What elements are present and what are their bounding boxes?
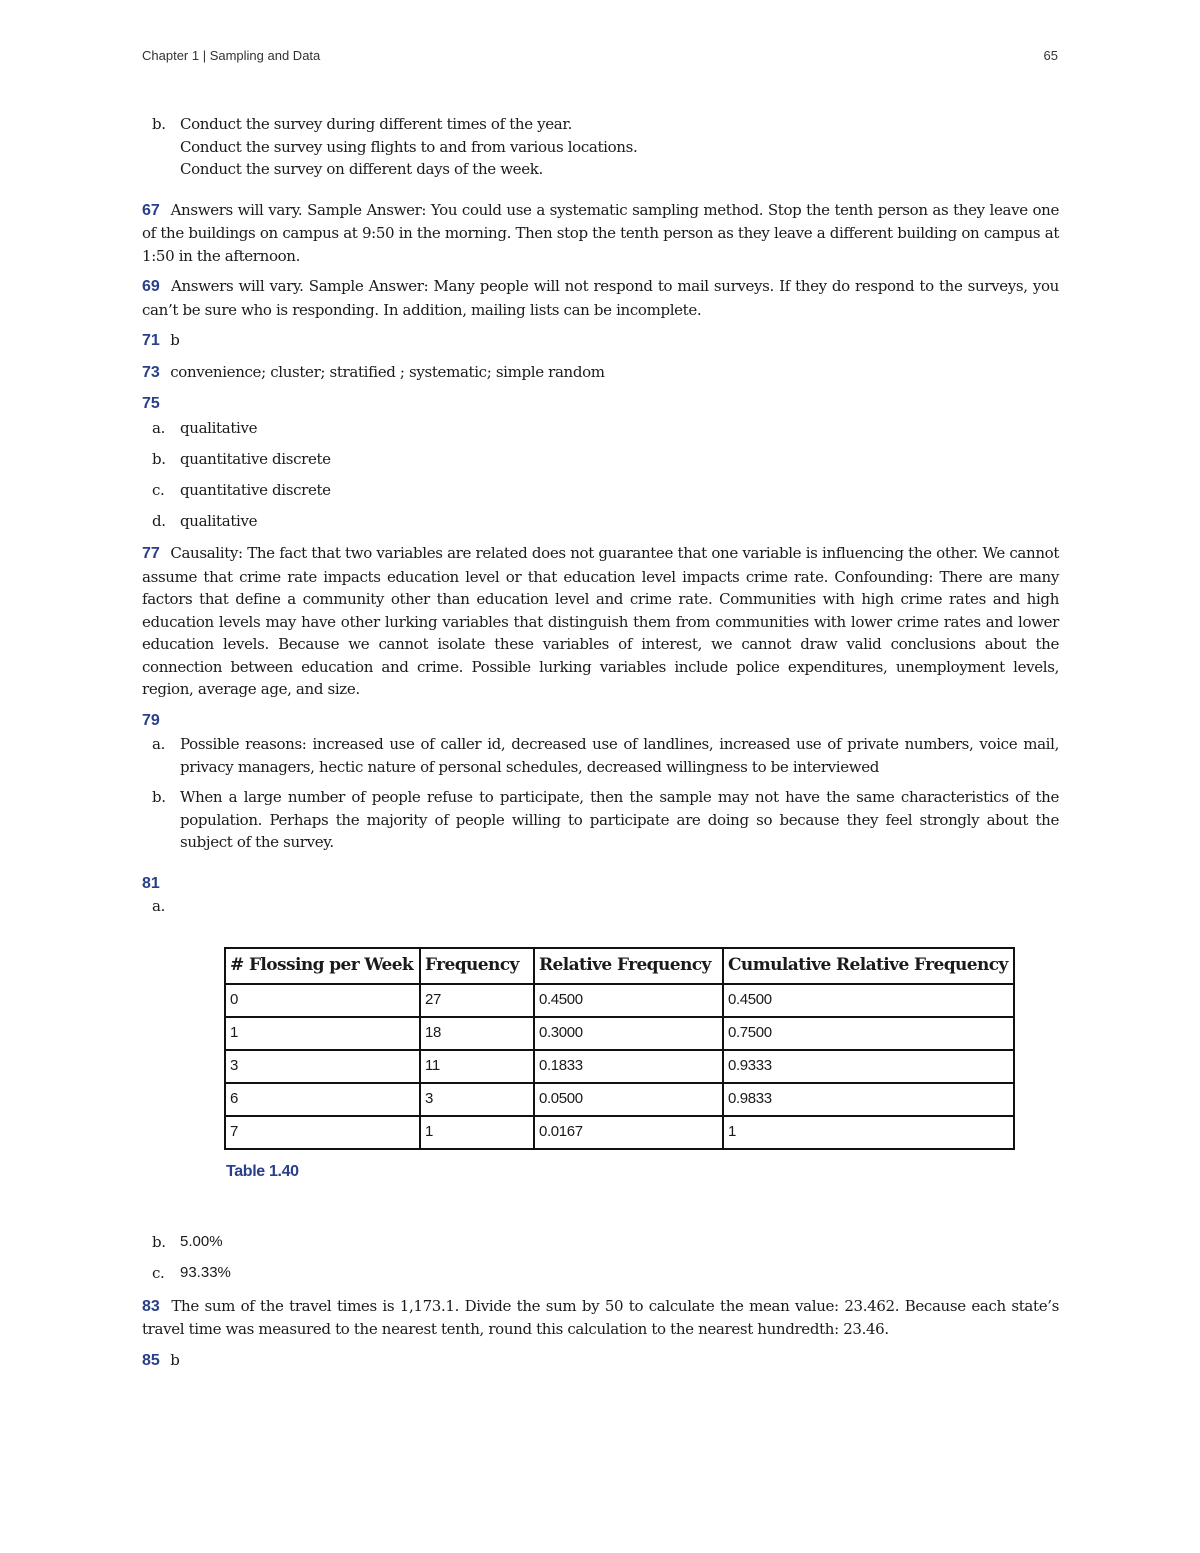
table-cell: 18 [420, 1017, 534, 1050]
exercise-number: 71 [142, 332, 160, 349]
table-cell: 0.0167 [534, 1116, 723, 1149]
exercise-number: 79 [142, 711, 160, 729]
list-item: a. Possible reasons: increased use of caller id, decreased use of landlines, increased use of private numbers, voice mail, privacy managers, hectic nature of personal schedules, decreased willingness to be interviewed [152, 735, 1059, 776]
table-cell: 0.1833 [534, 1050, 723, 1083]
table-cell: 27 [420, 984, 534, 1017]
table-row [225, 1017, 1014, 1050]
exercise-number: 81 [142, 874, 160, 892]
column-header: Relative Frequency [534, 948, 723, 984]
answer-81 [142, 872, 1059, 1285]
table-cell: 0 [225, 984, 420, 1017]
table-cell: 7 [225, 1116, 420, 1149]
table-cell: 0.3000 [534, 1017, 723, 1050]
answer-65b [142, 113, 1059, 181]
table-cell: 0.9333 [723, 1050, 1014, 1083]
exercise-number: 77 [142, 545, 160, 562]
exercise-number: 69 [142, 278, 160, 295]
item-label: a. [152, 897, 166, 915]
answer-83 [142, 1295, 1059, 1341]
table-cell: 6 [225, 1083, 420, 1116]
answer-line: Conduct the survey on different days of the week. [180, 160, 543, 178]
exercise-number: 73 [142, 363, 160, 381]
table-cell: 0.4500 [534, 984, 723, 1017]
exercise-number: 67 [142, 201, 160, 219]
answer-text: Answers will vary. Sample Answer: Many people will not respond to mail surveys. If they do respond to the surveys, you can’t be sure who is responding. In addition, mailing lists can be incomplete. [142, 277, 1059, 319]
table-cell: 1 [723, 1116, 1014, 1149]
table-row [225, 1050, 1014, 1083]
list-item: c. 93.33% [152, 1264, 231, 1282]
list-item: b. When a large number of people refuse to participate, then the sample may not have the same characteristics of the population. Perhaps the majority of people willing to participate are doing so because they feel strongly about the subject of the survey. [152, 788, 1059, 851]
answer-75 [142, 392, 1059, 532]
column-header: Frequency [420, 948, 534, 984]
running-header [142, 48, 1058, 63]
list-item: b. quantitative discrete [152, 449, 331, 468]
table-caption: Table 1.40 [226, 1162, 299, 1180]
table-cell: 0.4500 [723, 984, 1014, 1017]
answer-text: Answers will vary. Sample Answer: You could use a systematic sampling method. Stop the tenth person as they leave one of the buildings on campus at 9:50 in the morning. Then stop the tenth person as they leave a different building on campus at 1:50 in the afternoon. [142, 200, 1059, 265]
answer-71 [142, 329, 1059, 353]
table-row [225, 1083, 1014, 1116]
column-header: # Flossing per Week [225, 948, 420, 984]
table-cell: 11 [420, 1050, 534, 1083]
list-item: b. 5.00% [152, 1233, 223, 1251]
table-row [225, 984, 1014, 1017]
exercise-number: 85 [142, 1351, 160, 1369]
answer-73 [142, 361, 1059, 385]
table-header-row [225, 948, 1014, 984]
list-item: a. qualitative [152, 418, 258, 437]
list-item: c. quantitative discrete [152, 480, 331, 499]
item-label: b. [152, 115, 166, 133]
answer-content [142, 113, 1059, 1380]
answer-text: The sum of the travel times is 1,173.1. Divide the sum by 50 to calculate the mean value: 23.462. Because each state’s travel time was measured to the nearest tenth, round this calculation to the nearest hundredth: 23.46. [142, 1296, 1059, 1338]
answer-line: Conduct the survey during different times of the year. [180, 115, 572, 133]
answer-text: b [170, 1350, 180, 1369]
table-cell: 1 [420, 1116, 534, 1149]
answer-77 [142, 542, 1059, 701]
answer-79 [142, 709, 1059, 854]
table-row [225, 1116, 1014, 1149]
answer-67 [142, 199, 1059, 268]
table-cell: 0.9833 [723, 1083, 1014, 1116]
table-cell: 3 [225, 1050, 420, 1083]
table-cell: 0.7500 [723, 1017, 1014, 1050]
table-cell: 0.0500 [534, 1083, 723, 1116]
answer-line: Conduct the survey using flights to and from various locations. [180, 137, 638, 156]
exercise-number: 75 [142, 395, 160, 412]
page-number: 65 [1043, 48, 1058, 63]
exercise-number: 83 [142, 1297, 160, 1315]
table-cell: 3 [420, 1083, 534, 1116]
answer-text: Causality: The fact that two variables are related does not guarantee that one variable is influencing the other. We cannot assume that crime rate impacts education level or that education level impacts crime rate. Confounding: There are many factors that define a community other than education level and crime rate. Communities with high crime rates and high education levels may have other lurking variables that distinguish them from communities with lower crime rates and lower education levels. Because we cannot isolate these variables of interest, we cannot draw valid conclusions about the connection between education and crime. Possible lurking variables include police expenditures, unemployment levels, region, average age, and size. [142, 544, 1059, 698]
answer-text: convenience; cluster; stratified ; systematic; simple random [170, 362, 605, 381]
answer-text: b [170, 331, 180, 349]
list-item: d. qualitative [152, 511, 258, 530]
table-cell: 1 [225, 1017, 420, 1050]
answer-85 [142, 1349, 1059, 1373]
answer-69 [142, 275, 1059, 321]
frequency-table [224, 947, 1015, 1150]
column-header: Cumulative Relative Frequency [723, 948, 1014, 984]
chapter-title: Chapter 1 | Sampling and Data [142, 48, 321, 63]
